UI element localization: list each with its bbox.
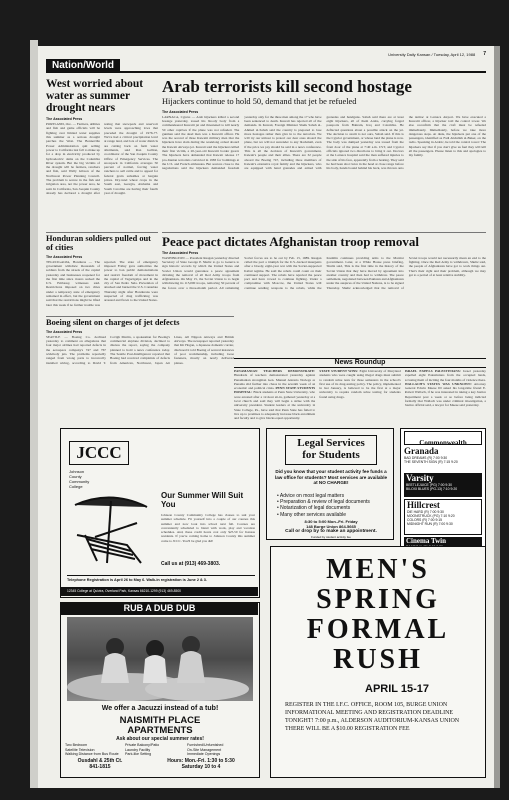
- film-row: THE SEVENTH SIGN (R) 7:15 9:20: [404, 460, 458, 465]
- theatre-commonwealth: [404, 431, 482, 445]
- theatre-name: Hillcrest: [407, 500, 440, 510]
- hours-line: Hours: Mon.-Fri. 1:30 to 5:30: [167, 758, 235, 764]
- roundup-text: Israel yesterday expelled eight Palestinians from the occupied lands, accusing them of inciting the four months of violence there.: [404, 369, 486, 382]
- jccc-name-line: Community: [69, 479, 90, 484]
- naismith-offer: We offer a Jacuzzi instead of a tub!: [101, 705, 219, 712]
- roundup-lead: STATE STUDENT WINS:: [319, 369, 359, 373]
- beach-chair-illustration: [67, 495, 155, 567]
- page-dateline: University Daily Kansan / Tuesday, April 12, 1988: [388, 51, 476, 57]
- rush-line: RUSH: [333, 644, 423, 675]
- rush-title: [275, 555, 481, 675]
- rush-dates: APRIL 15-17: [365, 683, 429, 695]
- legal-title-line2: for Students: [302, 448, 360, 461]
- ad-naismith-place: [60, 602, 260, 778]
- headline: Peace pact dictates Afghanistan troop removal: [162, 234, 419, 249]
- naismith-name-line1: NAISMITH PLACE: [119, 715, 201, 726]
- byline: The Associated Press: [162, 109, 199, 114]
- hours-line: Saturday 10 to 4: [181, 764, 221, 770]
- article-body: SEATTLE — Boeing Co. declined yesterday to comment on allegations that four major airlines had reported defects in the aerospace company's 747 and 767 widebody jets. The problems reportedly ranged from wrong parts to incorrectly installed wiring, according to David T. Covigh Martin, a spokesman for Boeing's commercial airplane division, declined to discuss the report, saying the company planned to hold a news conference today. The Seattle Post-Intelligencer reported that Boeing had received complaints of defects from American, Northwest, Japan Air Lines, All Nippon Airways and British Airways. The newspaper reported yesterday that Kit Hogan, a Japanese domestic carrier, disclosed it told Boeing of several instances of poor workmanship, including loose fasteners, mostly on newly delivered planes.: [46, 334, 234, 365]
- film-row: COLORS (R) 7:00 9:15: [407, 518, 443, 523]
- feature: Furnished/Unfurnished: [187, 743, 224, 747]
- ad-jccc: [60, 428, 260, 598]
- naismith-address: [65, 758, 135, 770]
- film-row: MIDNIGHT RUN (R) 7:00 9:30: [407, 522, 453, 527]
- roundup-lead: PENN STATE STUDENTS HOSPITAL:: [234, 386, 316, 395]
- article-arab-terrorists: [162, 78, 486, 230]
- newspaper-page: [38, 46, 494, 788]
- theatre-name: Cinema Twin: [406, 537, 446, 545]
- newspaper-edge-right: [494, 46, 500, 788]
- legal-bullet: • Preparation & review of legal documents: [277, 499, 370, 506]
- legal-hours: 8:30 to 5:00 Mon.-Fri. Friday: [304, 519, 358, 524]
- theatre-varsity: [404, 473, 482, 497]
- feature: Walking Distance from Bus Route: [65, 752, 119, 757]
- byline: The Associated Press: [46, 117, 83, 122]
- photo-figures: [67, 617, 253, 701]
- theatre-hillcrest: [404, 499, 482, 535]
- legal-bullet: • Notarization of legal documents: [277, 505, 351, 512]
- article-peace-pact: [162, 232, 486, 356]
- address-line: Ousdahl & 25th Ct.: [77, 758, 123, 764]
- article-body: WASHINGTON — President Reagan yesterday directed Secretary of State George P. Shultz to go to Geneva to sign historic accords by which the United States and Soviet Union would guarantee a peace agreement dictating the removal of all Red Army troops from Afghanistan. On May 15, the Soviet Union is to begin withdrawing its 115,000 troops, removing 50 percent of the forces over a three-month period. All remaining Soviet forces are to be out by Feb. 15, 1989. Reagan called the pact a triumph for the U.S.-backed insurgents after a bloody, eight-year war with the Soviet-supported Kabul regime. He said the rebels could count on their continued support. The rebels have rejected the peace pact and have vowed to continue fighting. Under a compromise with Moscow, the United States will continue sending weapons to the rebels, while the Kremlin continues providing arms to the Marxist government. Later, at a White House press briefing, Shultz said, This is the first time in the history of the Soviet Union that they have moved by agreement into another country and then had to withdraw. The peace settlement, negotiated between Pakistan and Afghanistan under the auspices of the United Nations, is to be signed Thursday. Shultz acknowledged that the removal of Soviet troops would not necessarily mean an end to the fighting. Once the Red Army is withdrawn, Shultz said, the people of Afghanistan have got to work things out. That's their right and their problem, although we may get to a period of at least relative stability.: [162, 255, 486, 290]
- jccc-name-line: Johnson: [69, 469, 85, 474]
- roundup-text: Black students at Penn State University, who were arrested after a 12-hour sit-in, gathered yesterday at a local church and said they will begin a strike with the university president. Student leaders at the university in State College, Pa., have said that Penn State has failed to live up to promises to adequately increase black enrollment and faculty and to give blacks equal opportunity.: [234, 390, 316, 421]
- film-row: MOONSTRUCK (PG) 7:10 9:20: [407, 514, 455, 519]
- rush-details: REGISTER IN THE I.F.C. OFFICE, ROOM 105, BURGE UNION INFORMATIONAL MEETING AND REGISTRATION DEADLINE TONIGHT! 7:00 p.m., ALDERSON AUDITORIUM-KANSAS UNION THERE WILL BE A $10.00 REGISTRATION FEE: [285, 702, 460, 732]
- byline: The Associated Press: [162, 250, 199, 255]
- feature: On-Site Management: [187, 747, 222, 752]
- page-header-strip: [46, 50, 486, 58]
- feature: Park-like Setting: [125, 752, 152, 757]
- feature: Private Balcony/Patio: [125, 743, 160, 747]
- theatre-name: Commonwealth: [419, 439, 467, 447]
- article-body: PORTLAND, Ore. — Farmers, utilities and fish and game officials will be fighting over limited water supplies this summer as a serious drought parches the West. The Bonneville Power Administration quit selling power to California last fall to make up for a drop in electricity produced by hydroelectric dams on the Columbia River system. But the big victims of the drought will be farmers, ranchers and fish, said Wally Gibson of the Northwest Power Planning Council. The problem is severe in the fish and irrigation area, not the power area, he said. In California, San Joaquin County already has declared a drought after noting that snowpack and reservoir levels were approaching lows that preceded the drought of 1976-77. We've had a critical precipitation level at range land, and lots of water districts are cutting back on farm water allotments, said Ron Gallion, coordinator of the San Joaquin County Office of Emergency Services. The snowpack in California averages 50 percent of normal, forcing water ranchers to sell cattle and to appeal for federal grain subsidies at bargain prices. Dry-land wheat crops in the South east, Georgia, Alabama and South Carolina are having their fourth year of drought.: [46, 122, 158, 195]
- headline: West worried about water as summer drought nears: [46, 78, 144, 115]
- jccc-logo: [69, 441, 129, 465]
- section-title: Nation/World: [46, 59, 120, 71]
- film-row: DIE HARD (R) 7:00 9:30: [407, 510, 444, 515]
- jccc-logo-text: JCCC: [76, 443, 122, 463]
- roundup-column-1: [234, 369, 315, 421]
- jccc-registration: Telephone Registration is April 26 to May 6. Walk-in registration is June 2 & 3.: [67, 575, 255, 582]
- phone-line: 841-1815: [89, 764, 111, 770]
- legal-bullet: • Advice on most legal matters: [277, 493, 345, 499]
- roundup-text: Attorney General Edwin Meese III asked his long-time friend E. Robert Wallach, if he was interested in taking a key Justice Department post a week or so before being indicted formally that Wallach was under criminal investigation, a Justice official said, a lawyer for Meese said yesterday.: [404, 381, 486, 408]
- byline: The Associated Press: [46, 254, 83, 259]
- feature: Two Bedroom: [65, 743, 88, 747]
- film-row: BEETLEJUICE (PG) 7:00 9:30: [406, 483, 453, 488]
- rush-line: SPRING: [316, 584, 440, 615]
- ad-legal-services: [266, 428, 394, 540]
- headline: Arab terrorists kill second hostage: [162, 77, 412, 96]
- theatre-name: Granada: [404, 446, 439, 456]
- legal-bullet: • Many other services available: [277, 511, 347, 518]
- legal-question: Did you know that your student activity fee funds a law office for students? Most services are available at NO CHARGE!: [274, 469, 388, 486]
- roundup-lead: ISRAEL EXPELS PALESTINIANS:: [404, 369, 461, 373]
- legal-title-line1: Legal Services: [297, 437, 365, 449]
- legal-title-box: [285, 435, 377, 465]
- roundup-column-3: [405, 369, 486, 421]
- headline: Honduran soldiers pulled out of cities: [46, 234, 151, 252]
- rush-line: FORMAL: [306, 614, 450, 645]
- theatre-granada: [404, 447, 482, 473]
- naismith-hours: [147, 758, 255, 770]
- jacuzzi-photo: [67, 617, 253, 701]
- article-west-water: [46, 78, 158, 230]
- section-header: [46, 60, 486, 73]
- naismith-name-line2: APARTMENTS: [127, 725, 193, 736]
- naismith-banner: RUB A DUB DUB: [61, 603, 258, 615]
- jccc-name: [69, 469, 129, 489]
- article-honduran-soldiers: [46, 232, 158, 314]
- film-row: BAD DREAMS (R) 7:00 9:30: [404, 456, 448, 461]
- naismith-tagline: Ask about our special summer rates!: [116, 736, 204, 742]
- byline: The Associated Press: [46, 329, 83, 334]
- feature: Laundry Facility: [125, 747, 151, 752]
- legal-bullets: [277, 493, 389, 518]
- naismith-features: [65, 743, 257, 757]
- subhead: Hijackers continue to hold 50, demand that jet be refueled: [162, 96, 357, 106]
- article-body: LARNACA, Cyprus — Arab hijackers killed a second hostage yesterday, tossed his bloody body from a commandeered Kuwaiti jet and threatened to kill nearly 50 other captives if the plane was not refueled. The gunmen said the dead man was a Kuwaiti officer. He was the second of three Kuwaiti military men that the hijackers have slain during the weeklong ordeal aboard the Kuwait Airways jet. Kuwait said the hijackers killed their first victim, a 20-year-old Kuwaiti border guard. The hijackers have demanded that Kuwait release 17 pro-Iranian terrorists convicted in 1983 for bombings at the U.S. and French embassies. But sources close to the negotiations said the hijackers demanded freedom yesterday only for the three men among the 17 who have been sentenced to death. Kuwait has rejected all of the demands. In Kuwait, Foreign Minister Sheik Sabah al-Ahmed al-Sabah said the country is prepared to lose more hostages rather than give in to the terrorists. We will try our utmost to protect our dear ones aboard the plane, but we will not surrender to any blackmail, even if the price we pay should be said in a news conference. This is all the decision of Kuwait's government, Kuwait's people and their allies. There are 32 people aboard the Boeing 747, including three members of Kuwait's extensive royal family and the hijackers, who are equipped with hand grenades and armed with grenades and handguns. Sabah said there are at least eight hijackers, all of them Arabs, carrying forged passports from Bahrain, Iraq and Colombia. He deflected questions about a possible attack on the jet. The decision to storm is not ours, Sabah said. If this is the Cypriot government, or whose land the plane is now. The body was dumped yesterday was tossed from the front door of the plane at 7:40 a.m. CST, and Cypriot officials ignored two directions to bring it out. Doctors at the Larnaca hospital said the man suffered injuries to the side of his face, apparently from a beating. They said he had been shot twice in the head at close range before his body, hands bound behind his back, was thrown onto the tarmac at Larnaca Airport. We have executed a Kuwaiti officer, a hijacker told the control tower. We also reconfirm that the craft must be refueled immediately. Immediately, before we take more dangerous steps. At dusk, the hijackers put one of the passengers, identified as Fadi Abdullah al-Baker, on the radio. Speaking in Arabic, he told the control tower: The hijackers say that if you don't give us fuel they will kill all the passengers. Please listen to this and apologize to my family.: [162, 114, 486, 171]
- jccc-name-line: County: [69, 474, 82, 479]
- legal-cta: Call or drop by to make an appointment.: [285, 529, 377, 534]
- jccc-body: Johnson County Community College has classes to suit your summer schedule. Fit yourself into a couple of our courses this summer and now look into school next fall. Courses are conveniently scheduled to blend with work, play and vacation schedules. And, these credit hours cost only $25.50 for Kansas residents. If you're coming home to Johnson County this summer come to JCCC. You'll be glad you did!: [161, 513, 255, 543]
- theatre-name: Varsity: [406, 473, 434, 483]
- jccc-call: Call us at (913) 469-3803.: [161, 561, 221, 567]
- page-number: 7: [483, 51, 486, 57]
- news-roundup: [234, 369, 486, 421]
- jccc-address: 12345 College at Quivira, Overland Park, Kansas 66210-1299 (913) 469-8500: [61, 587, 258, 596]
- feature: Immediate Openings: [187, 752, 221, 757]
- roundup-lead: WALLACH'S STATUS WAS UNKNOWN:: [404, 381, 472, 386]
- newspaper-edge-left: [30, 40, 38, 788]
- article-body: TEGUCIGALPA, Honduras — The government withdrew thousands of soldiers from the streets of the capital yesterday and businesses reopened for the first time since rioters sacked the U.S. Embassy, witnesses said. Restrictions imposed on two cities under a temporary state of emergency remained in effect, but the government said that the restrictions might be lifted later this week if no further trouble was reported. The state of emergency imposed Friday gave authorities the power to ban public demonstrations and restrict freedom of movement in the capital of Tegucigalpa and in the city of San Pedro Sula. Prevention of attacked and burned the U.S. Consulate Thursday night after Hondurans were suspected of drug trafficking was arrested and flown to the United States.: [46, 259, 158, 307]
- jccc-name-line: College: [69, 484, 83, 489]
- feature: Satellite Television: [65, 747, 95, 752]
- roundup-lead: PANAMANIAN TEACHERS DEMONSTRATE:: [234, 369, 316, 373]
- legal-funded: Funded by student activity fee: [311, 535, 351, 539]
- roundup-column-2: [319, 369, 400, 421]
- headline: Boeing silent on charges of jet defects: [46, 318, 180, 327]
- legal-location: 148 Burge Union 864-5665: [306, 524, 356, 529]
- jccc-headline: Our Summer Will Suit You: [161, 491, 244, 509]
- ad-mens-spring-rush: [270, 546, 486, 778]
- ad-theatres: [400, 428, 486, 558]
- film-row: BILOXI BLUES (PG-13) 7:10 9:20: [406, 487, 458, 492]
- roundup-text: Hundreds of teachers demonstrated yesterday against Panamanian strongman Gen. Manuel Antonio Noriega as Panama slid further into chaos in the seventh week of an economic and political crisis.: [234, 373, 316, 391]
- roundup-text: Eight University of Maryland students who were caught using illegal drugs must submit to random urine tests for three semesters in the school's first use of its drug-testing policy. The policy, implemented in last January, is believed to be the first at a major university to require random urine testing for students found using drugs.: [319, 369, 401, 399]
- news-roundup-header: News Roundup: [234, 358, 486, 368]
- rush-line: MEN'S: [326, 554, 430, 585]
